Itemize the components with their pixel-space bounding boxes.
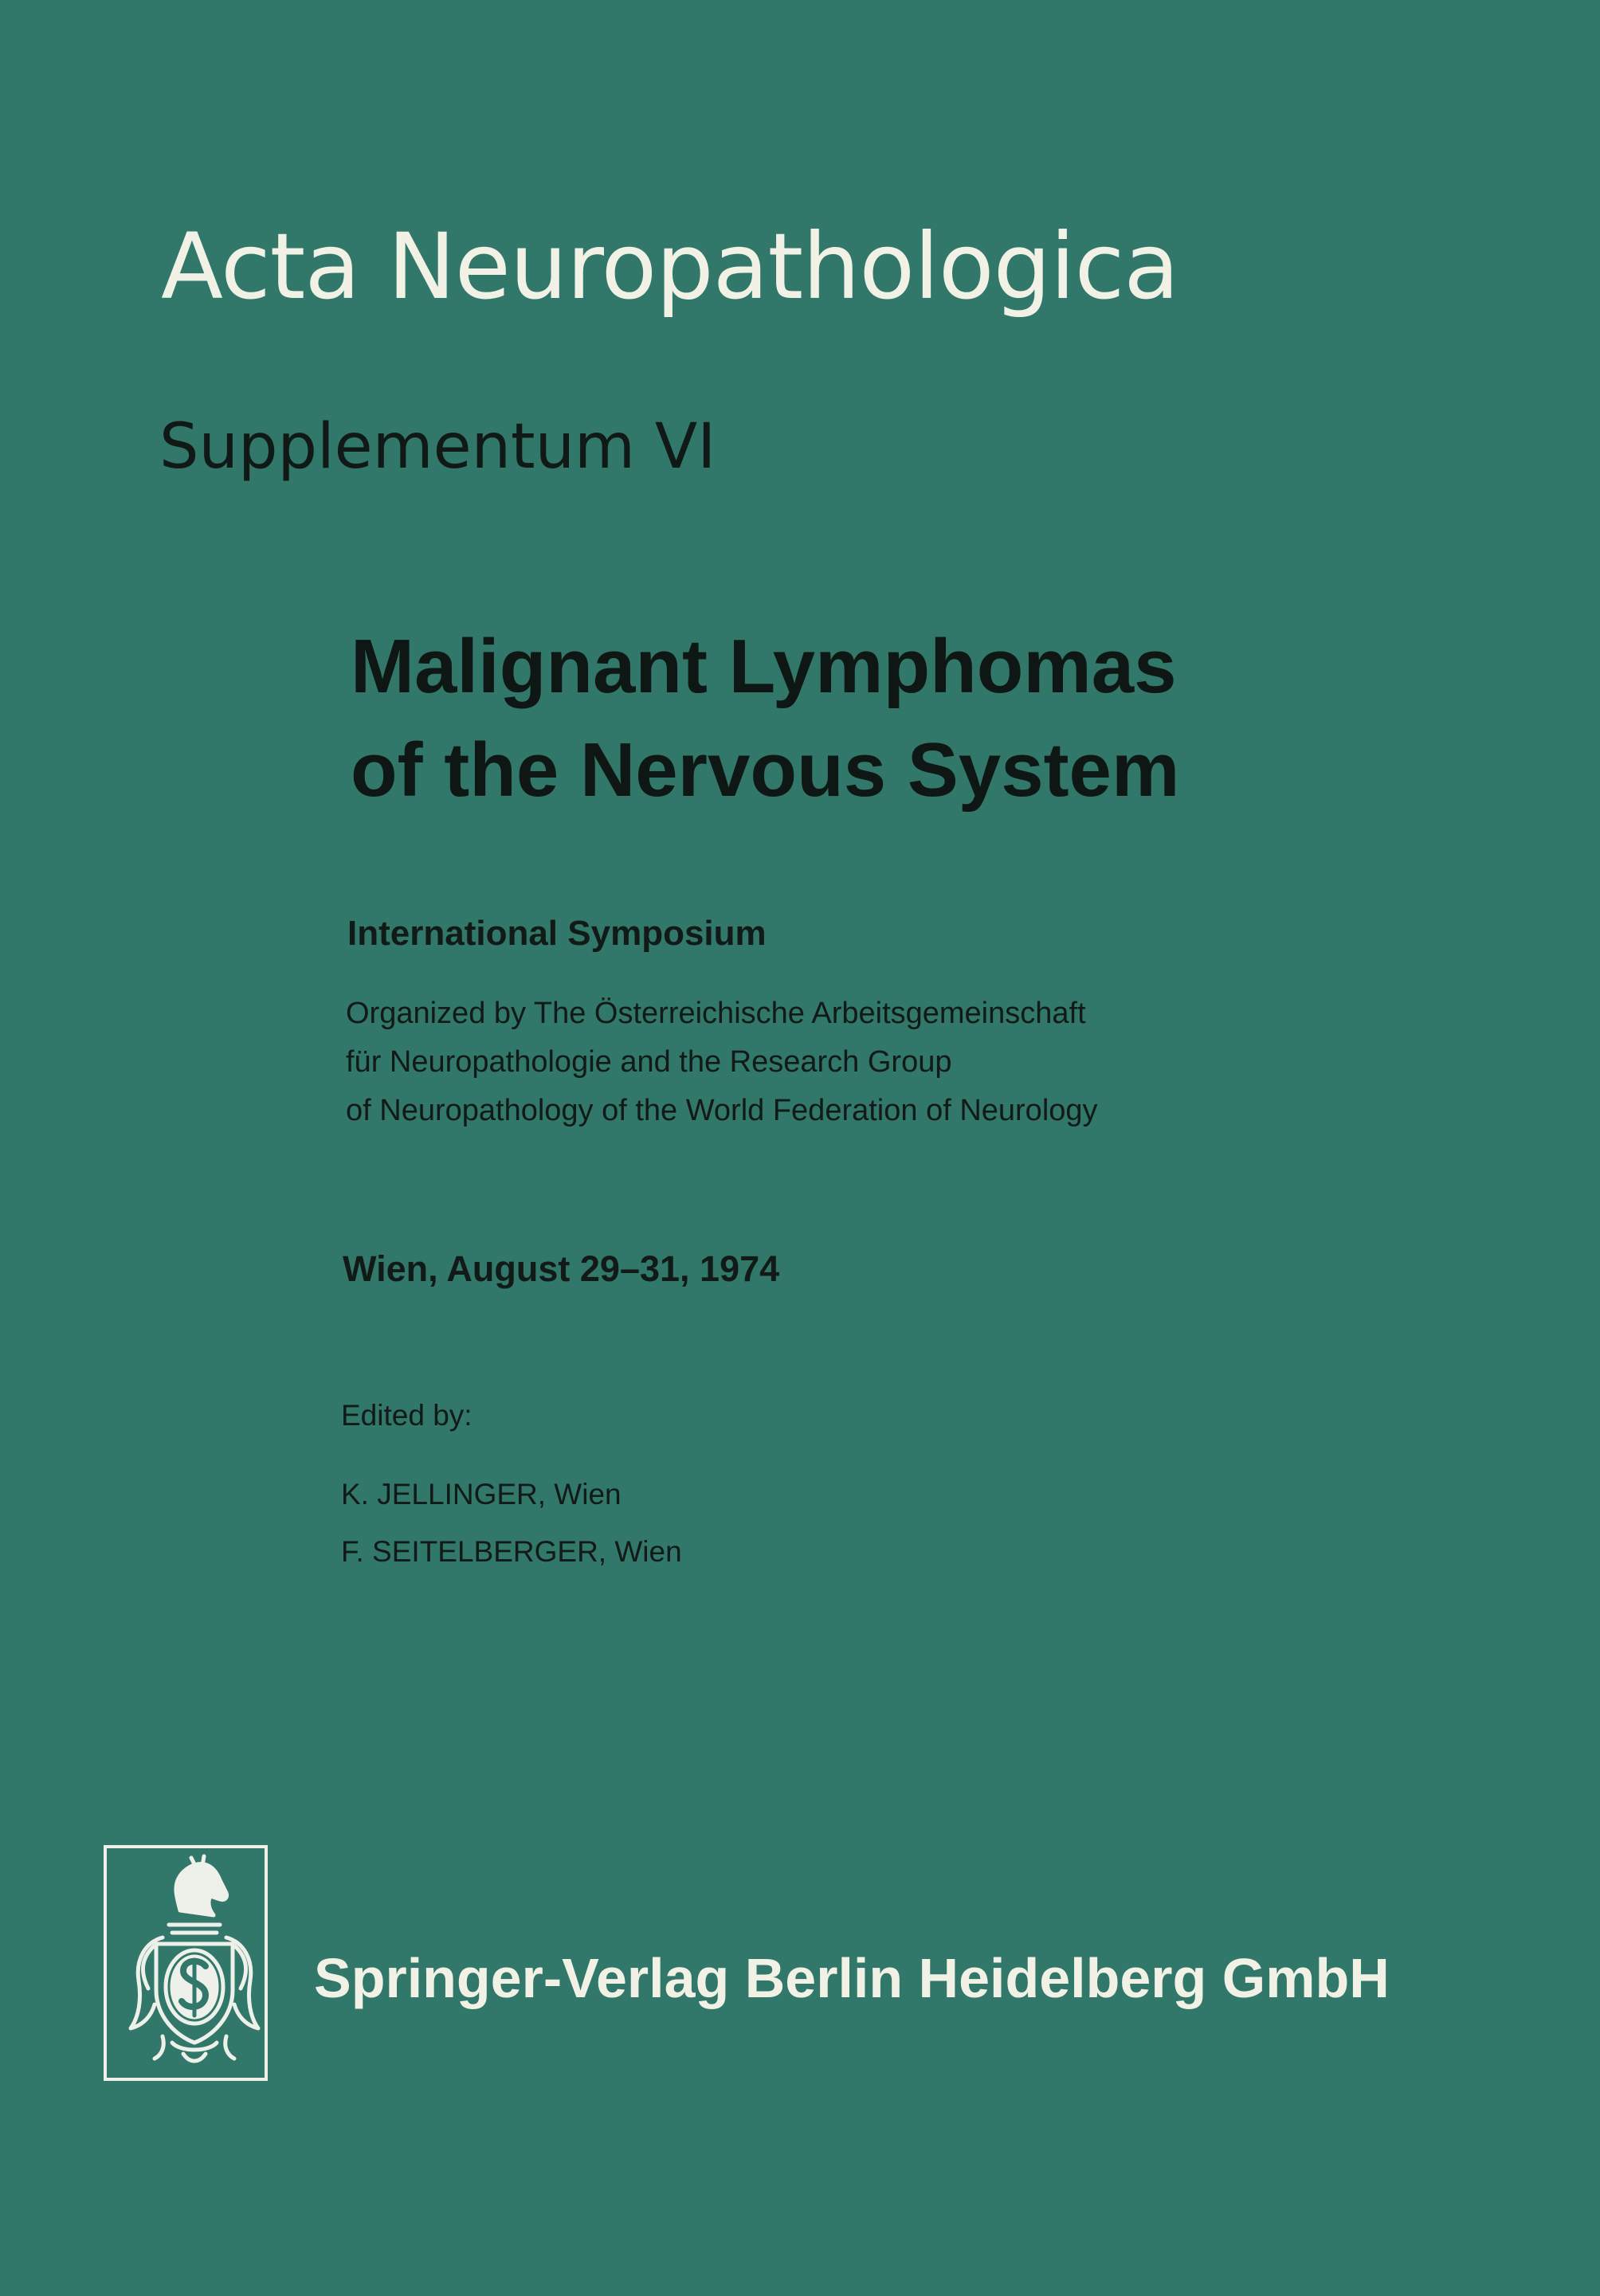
springer-logo-graphic	[107, 1848, 265, 2078]
organizer-line-1: Organized by The Österreichische Arbeitsgemeinschaft	[346, 997, 1086, 1030]
organizer-statement	[346, 989, 1098, 1135]
springer-chess-knight-logo-icon	[104, 1845, 268, 2081]
book-title-line-1: Malignant Lymphomas	[351, 624, 1177, 709]
editor-item: K. JELLINGER, Wien	[341, 1478, 622, 1510]
edited-by-label: Edited by:	[341, 1399, 473, 1432]
supplement-number: Supplementum VI	[159, 411, 716, 483]
editor-item: F. SEITELBERGER, Wien	[341, 1535, 682, 1568]
book-title	[351, 615, 1179, 822]
publisher-name: Springer-Verlag Berlin Heidelberg GmbH	[314, 1947, 1390, 2009]
editor-list	[341, 1466, 682, 1581]
organizer-line-2: für Neuropathologie and the Research Group	[346, 1045, 952, 1079]
series-title: Acta Neuropathologica	[161, 214, 1179, 319]
symposium-label: International Symposium	[347, 914, 767, 953]
symposium-place-date: Wien, August 29–31, 1974	[343, 1248, 780, 1289]
organizer-line-3: of Neuropathology of the World Federation of Neurology	[346, 1094, 1098, 1127]
book-title-line-2: of the Nervous System	[351, 727, 1180, 813]
